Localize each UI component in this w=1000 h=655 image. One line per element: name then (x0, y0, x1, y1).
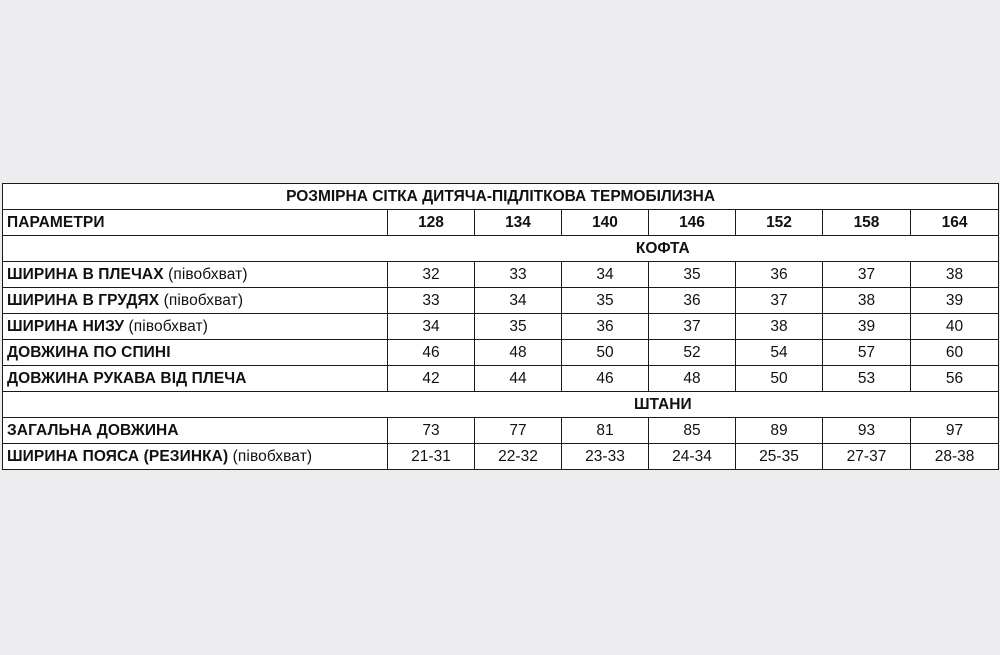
cell-value: 39 (911, 288, 999, 314)
cell-value: 36 (562, 314, 649, 340)
cell-value: 36 (736, 262, 823, 288)
table-row (3, 262, 999, 288)
row-label-text: ЗАГАЛЬНА ДОВЖИНА (7, 421, 179, 439)
cell-value: 36 (649, 288, 736, 314)
cell-value: 21-31 (388, 444, 475, 470)
header-size-158: 158 (823, 210, 911, 236)
row-label-text: ШИРИНА НИЗУ (7, 317, 125, 335)
table-row (3, 366, 999, 392)
cell-value: 46 (388, 340, 475, 366)
cell-value: 38 (823, 288, 911, 314)
title-row (3, 184, 999, 210)
row-label-note: (півобхват) (168, 265, 248, 283)
row-label-note: (півобхват) (128, 317, 209, 335)
cell-value: 34 (475, 288, 562, 314)
cell-value: 73 (388, 418, 475, 444)
table-row (3, 444, 999, 470)
cell-value: 39 (823, 314, 911, 340)
row-label-text: ШИРИНА В ГРУДЯХ (7, 291, 160, 309)
cell-value: 25-35 (736, 444, 823, 470)
row-label-text: ШИРИНА ПОЯСА (РЕЗИНКА) (7, 447, 229, 465)
row-label (3, 366, 388, 392)
table-row (3, 314, 999, 340)
header-size-146: 146 (649, 210, 736, 236)
row-label-note: (півобхват) (163, 291, 244, 309)
cell-value: 44 (475, 366, 562, 392)
section-spacer (3, 392, 388, 418)
section-title-top-label: КОФТА (635, 239, 690, 257)
cell-value: 37 (649, 314, 736, 340)
header-row (3, 210, 999, 236)
cell-value: 53 (823, 366, 911, 392)
cell-value: 32 (388, 262, 475, 288)
cell-value: 35 (649, 262, 736, 288)
row-label (3, 288, 388, 314)
cell-value: 22-32 (475, 444, 562, 470)
cell-value: 42 (388, 366, 475, 392)
table-title: РОЗМІРНА СІТКА ДИТЯЧА-ПІДЛІТКОВА ТЕРМОБІЛИЗНА (3, 184, 999, 210)
cell-value: 60 (911, 340, 999, 366)
cell-value: 34 (388, 314, 475, 340)
header-parameters-label: ПАРАМЕТРИ (3, 210, 388, 236)
cell-value: 46 (562, 366, 649, 392)
cell-value: 24-34 (649, 444, 736, 470)
cell-value: 85 (649, 418, 736, 444)
cell-value: 81 (562, 418, 649, 444)
table-row (3, 288, 999, 314)
cell-value: 35 (475, 314, 562, 340)
row-label (3, 340, 388, 366)
header-size-164: 164 (911, 210, 999, 236)
cell-value: 56 (911, 366, 999, 392)
cell-value: 50 (562, 340, 649, 366)
cell-value: 40 (911, 314, 999, 340)
cell-value: 77 (475, 418, 562, 444)
header-size-128: 128 (388, 210, 475, 236)
cell-value: 48 (475, 340, 562, 366)
row-label-text: ДОВЖИНА ПО СПИНІ (7, 343, 171, 361)
cell-value: 23-33 (562, 444, 649, 470)
cell-value: 89 (736, 418, 823, 444)
cell-value: 38 (911, 262, 999, 288)
row-label (3, 314, 388, 340)
row-label (3, 444, 388, 470)
row-label-note: (півобхват) (232, 447, 313, 465)
section-row-bottom (3, 392, 999, 418)
section-title-bottom (388, 392, 999, 418)
cell-value: 34 (562, 262, 649, 288)
cell-value: 33 (388, 288, 475, 314)
header-size-134: 134 (475, 210, 562, 236)
cell-value: 54 (736, 340, 823, 366)
cell-value: 27-37 (823, 444, 911, 470)
row-label (3, 418, 388, 444)
cell-value: 35 (562, 288, 649, 314)
cell-value: 37 (823, 262, 911, 288)
size-chart-table (2, 183, 999, 470)
table-row (3, 418, 999, 444)
section-title-top (388, 236, 999, 262)
section-row-top (3, 236, 999, 262)
cell-value: 48 (649, 366, 736, 392)
cell-value: 52 (649, 340, 736, 366)
row-label (3, 262, 388, 288)
section-spacer (3, 236, 388, 262)
header-size-152: 152 (736, 210, 823, 236)
cell-value: 28-38 (911, 444, 999, 470)
header-size-140: 140 (562, 210, 649, 236)
cell-value: 50 (736, 366, 823, 392)
cell-value: 33 (475, 262, 562, 288)
cell-value: 38 (736, 314, 823, 340)
row-label-text: ШИРИНА В ПЛЕЧАХ (7, 265, 164, 283)
section-title-bottom-label: ШТАНИ (633, 395, 692, 413)
size-chart-container (2, 183, 998, 470)
cell-value: 97 (911, 418, 999, 444)
cell-value: 93 (823, 418, 911, 444)
cell-value: 37 (736, 288, 823, 314)
cell-value: 57 (823, 340, 911, 366)
row-label-text: ДОВЖИНА РУКАВА ВІД ПЛЕЧА (7, 369, 247, 387)
table-row (3, 340, 999, 366)
